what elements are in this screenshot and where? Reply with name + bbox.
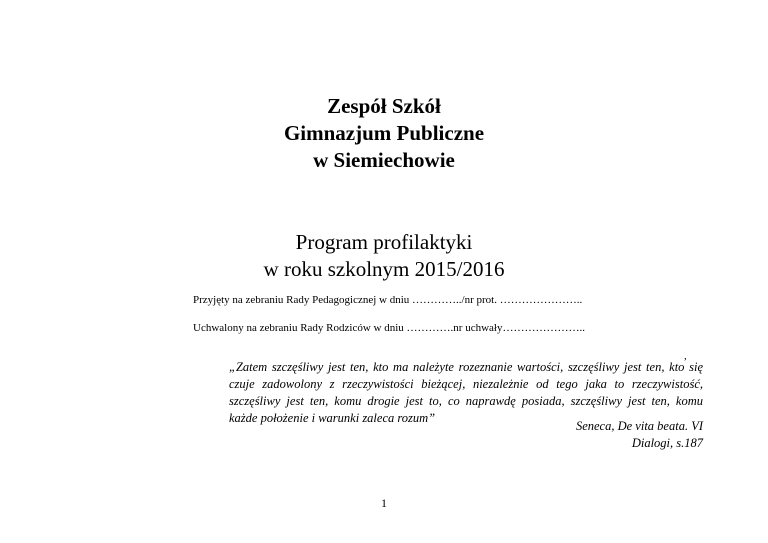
quote-line: „Zatem szczęśliwy jest ten, kto ma należyte rozeznanie wartości, szczęśliwy jest ten, kto się (229, 360, 703, 374)
quote-line: szczęśliwy jest ten, komu drogie jest to, co naprawdę posiada, szczęśliwy jest ten, komu (229, 394, 703, 408)
adopted-by-teachers-council: Przyjęty na zebraniu Rady Pedagogicznej w dniu …………../nr prot. ………………….. (193, 294, 583, 306)
quote-stray-mark: , (684, 350, 687, 362)
quote-line: każde położenie i warunki zaleca rozum” (229, 411, 436, 425)
program-title-line-1: Program profilaktyki (295, 230, 473, 254)
school-name-line-1: Zespół Szkół (327, 94, 441, 118)
quote-block (229, 359, 703, 427)
school-name-line-2: Gimnazjum Publiczne (283, 121, 485, 145)
quote-line: czuje zadowolony z rzeczywistości bieżącej, niezależnie od tego jaka to rzeczywistość, (229, 377, 703, 391)
page-number: 1 (381, 496, 387, 510)
quote-source-author: Seneca, De vita beata. VI (575, 419, 703, 433)
approved-by-parents-council: Uchwalony na zebraniu Rady Rodziców w dniu ………….nr uchwały………………….. (193, 322, 585, 334)
quote-source-reference: Dialogi, s.187 (631, 436, 703, 450)
program-title-line-2: w roku szkolnym 2015/2016 (263, 257, 505, 281)
school-name-line-3: w Siemiechowie (313, 148, 455, 172)
